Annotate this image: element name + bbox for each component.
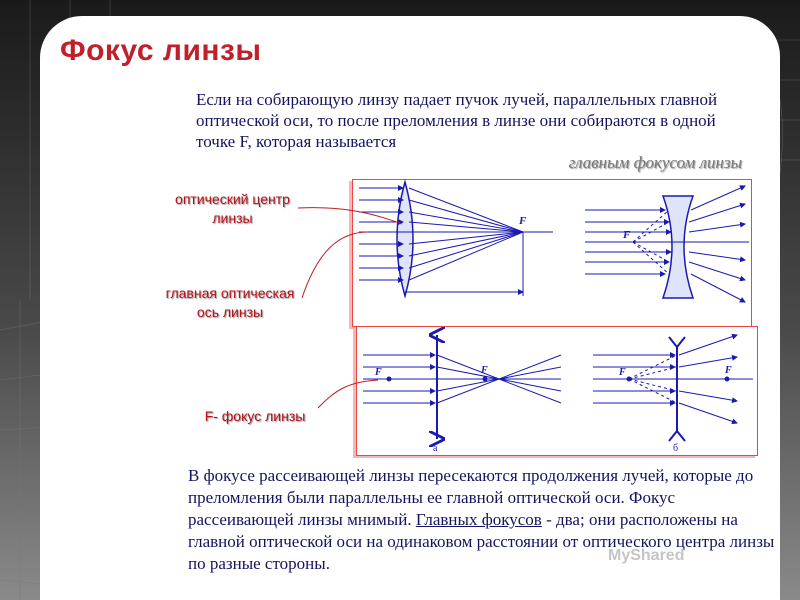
focus-label-bottom-right-right: F <box>725 365 732 376</box>
callout-main-axis: главная оптическая ось линзы <box>165 285 295 320</box>
footer-paragraph <box>188 465 778 575</box>
intro-text: Если на собирающую линзу падает пучок лучей, параллельных главной оптической оси, то после преломления в линзе они собираются в одной точке F, которая называется <box>196 90 718 151</box>
thin-diverging-lens <box>593 335 753 441</box>
thin-converging-lens <box>363 335 561 439</box>
intro-emphasis: главным фокусом линзы <box>568 153 742 172</box>
thin-lens-drawing <box>357 327 759 457</box>
caption-b: б <box>673 443 679 454</box>
thick-lens-drawing <box>353 180 753 328</box>
focus-label-bottom-left-left: F <box>375 367 382 378</box>
converging-lens-diagram <box>359 182 553 296</box>
intro-paragraph <box>196 89 756 173</box>
diverging-lens-diagram <box>585 186 749 302</box>
focus-label-bottom-left-right: F <box>481 365 488 376</box>
watermark: MyShared <box>608 547 685 564</box>
callout-optical-center: оптический центр линзы <box>175 191 290 226</box>
slide-title: Фокус линзы <box>60 34 262 67</box>
footer-underlined: Главных фокусов <box>415 510 542 529</box>
concave-lens-shape <box>663 196 693 298</box>
caption-a: а <box>433 443 438 454</box>
footer-text-2: - два; они расположены на главной оптической оси на одинаковом расстоянии от оптического центра линзы по разные стороны. <box>188 510 775 573</box>
diagram-thin-lenses <box>356 326 758 456</box>
focus-label-bottom-right-left: F <box>619 367 626 378</box>
callout-focus: F- фокус линзы <box>204 408 306 424</box>
footer-text-1: В фокусе рассеивающей линзы пересекаются продолжения лучей, которые до преломления были параллельны ее главной оптической оси. Фокус рассеивающей линзы мнимый. <box>188 466 754 529</box>
diagram-thick-lenses <box>352 179 752 327</box>
focus-label-top-right: F <box>623 229 631 241</box>
focus-label-top-left: F <box>519 215 527 227</box>
